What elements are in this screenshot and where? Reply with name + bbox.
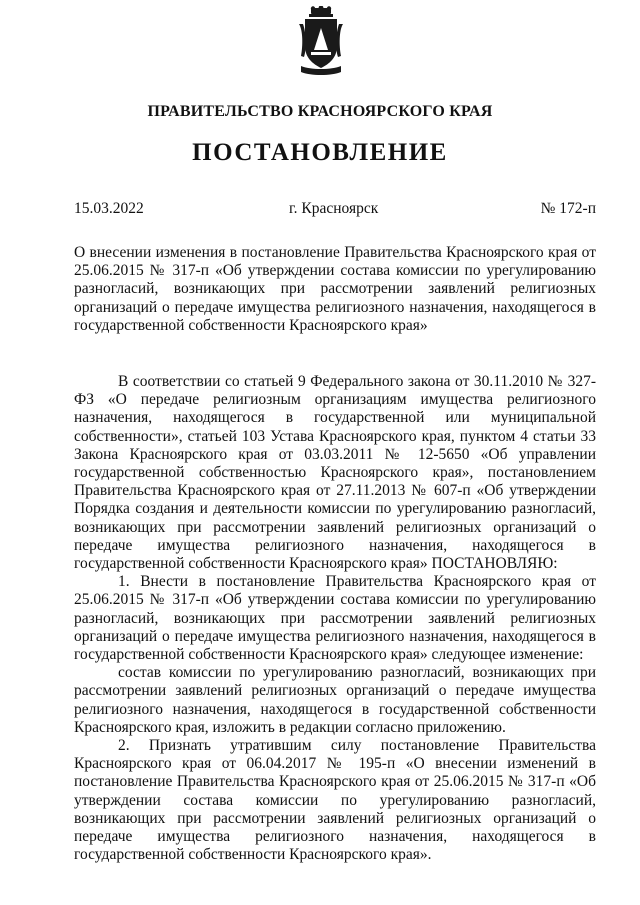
document-body — [74, 373, 596, 864]
document-city: г. Красноярск — [289, 200, 379, 217]
document-date: 15.03.2022 — [74, 200, 144, 217]
organization-name: ПРАВИТЕЛЬСТВО КРАСНОЯРСКОГО КРАЯ — [147, 103, 493, 120]
document-subject: О внесении изменения в постановление Правительства Красноярского края от 25.06.2015 № 317-п «Об утверждении состава комиссии по урегулированию разногласий, возникающих при рассмотрении заявлений религиозных организаций о передаче имущества религиозного назначения, находящегося в государственной собственности Красноярского края» — [74, 244, 596, 334]
document-type-title: ПОСТАНОВЛЕНИЕ — [192, 139, 448, 166]
preamble-paragraph: В соответствии со статьей 9 Федерального закона от 30.11.2010 № 327-ФЗ «О передаче религиозным организациям имущества религиозного назначения, находящегося в государственной или муниципальной собственности», статьей 103 Устава Красноярского края, пунктом 4 статьи 33 Закона Красноярского края от 03.03.2011 № 12-5650 «Об управлении государственной собственностью Красноярского края», постановлением Правительства Красноярского края от 27.11.2013 № 607-п «Об утверждении Порядка создания и деятельности комиссии по урегулированию разногласий, возникающих при рассмотрении заявлений религиозных организаций о передаче имущества религиозного назначения, находящегося в государственной собственности Красноярского края» ПОСТАНОВЛЯЮ: — [74, 373, 596, 573]
clause-1-change-paragraph: состав комиссии по урегулированию разногласий, возникающих при рассмотрении заявлений религиозных организаций о передаче имущества религиозного назначения, находящегося в государственной собственности Красноярского края, изложить в редакции согласно приложению. — [74, 664, 596, 736]
coat-of-arms-icon — [297, 6, 345, 76]
document-number: № 172-п — [540, 200, 596, 217]
clause-2-paragraph: 2. Признать утратившим силу постановление Правительства Красноярского края от 06.04.2017 № 195-п «О внесении изменений в постановление Правительства Красноярского края от 25.06.2015 № 317-п «Об утверждении состава комиссии по урегулированию разногласий, возникающих при рассмотрении заявлений религиозных организаций о передаче имущества религиозного назначения, находящегося в государственной собственности Красноярского края». — [74, 737, 596, 864]
document-meta-row — [74, 200, 596, 220]
clause-1-paragraph: 1. Внести в постановление Правительства Красноярского края от 25.06.2015 № 317-п «Об утверждении состава комиссии по урегулированию разногласий, возникающих при рассмотрении заявлений религиозных организаций о передаче имущества религиозного назначения, находящегося в государственной собственности Красноярского края» следующее изменение: — [74, 573, 596, 664]
